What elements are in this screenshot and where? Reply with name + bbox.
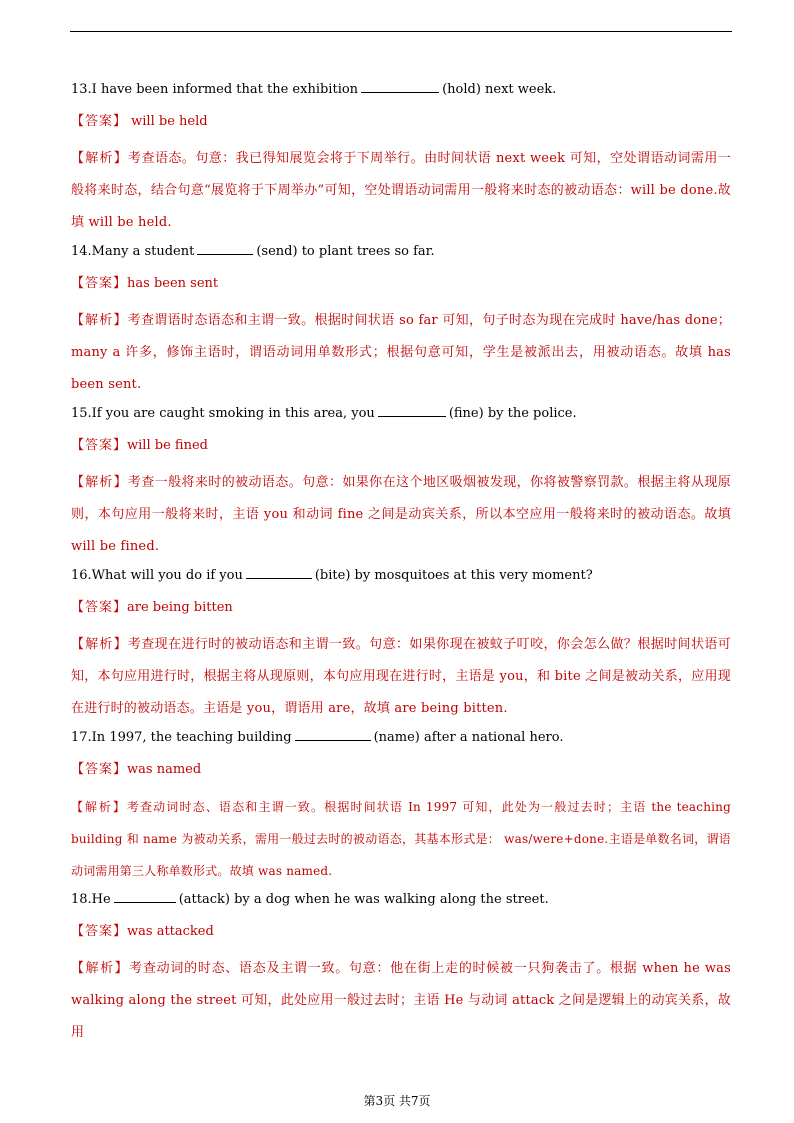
answer-tag: 【答案】 xyxy=(71,438,128,453)
question-text: (bite) by mosquitoes at this very moment? xyxy=(314,568,593,583)
question-text: (name) after a national hero. xyxy=(373,730,564,745)
analysis-tag: 【解析】 xyxy=(71,151,129,166)
analysis-text: 考查谓语时态语态和主谓一致。根据时间状语 so far 可知，句子时态为现在完成时 have/has done；many a 许多，修饰主语时，谓语动词用单数形式；根据句意可知，学生是被派出去，用被动语态。故填 has been sent. xyxy=(71,313,731,392)
question-block-17 xyxy=(71,727,731,887)
question-block-13 xyxy=(71,79,731,239)
answer-tag: 【答案】 xyxy=(71,276,128,291)
question-16 xyxy=(71,565,731,587)
analysis-15 xyxy=(71,467,731,563)
answer-text: was attacked xyxy=(127,924,214,939)
answer-text: has been sent xyxy=(127,276,219,291)
question-18 xyxy=(71,889,731,911)
answer-tag: 【答案】 xyxy=(71,600,128,615)
answer-blank xyxy=(295,728,371,741)
analysis-17 xyxy=(71,791,731,887)
analysis-tag: 【解析】 xyxy=(71,313,128,328)
question-text: (fine) by the police. xyxy=(448,406,577,421)
question-text: 18.He xyxy=(71,892,111,907)
analysis-text: 考查语态。句意：我已得知展览会将于下周举行。由时间状语 next week 可知，空处谓语动词需用一般将来时态，结合句意“展览将于下周举办”可知，空处谓语动词需用一般将来时态的被动语态：will be done.故填 will be held. xyxy=(71,151,731,230)
question-block-14 xyxy=(71,241,731,401)
document-body xyxy=(71,79,731,1051)
answer-tag: 【答案】 xyxy=(71,114,128,129)
question-text: 16.What will you do if you xyxy=(71,568,243,583)
answer-13 xyxy=(71,111,731,133)
question-block-15 xyxy=(71,403,731,563)
answer-15 xyxy=(71,435,731,457)
answer-blank xyxy=(197,242,253,255)
analysis-tag: 【解析】 xyxy=(71,475,128,490)
question-text: 14.Many a student xyxy=(71,244,195,259)
question-block-18 xyxy=(71,889,731,1049)
answer-blank xyxy=(246,566,312,579)
analysis-text: 考查一般将来时的被动语态。句意：如果你在这个地区吸烟被发现，你将被警察罚款。根据主将从现原则，本句应用一般将来时，主语 you 和动词 fine 之间是动宾关系，所以本空应用一般将来时的被动语态。故填 will be fined. xyxy=(71,475,731,554)
question-block-16 xyxy=(71,565,731,725)
answer-text: will be fined xyxy=(127,438,208,453)
question-14 xyxy=(71,241,731,263)
answer-blank xyxy=(361,80,439,93)
question-text: 17.In 1997, the teaching building xyxy=(71,730,292,745)
answer-blank xyxy=(378,404,446,417)
answer-blank xyxy=(114,890,176,903)
header-rule xyxy=(70,31,732,32)
question-13 xyxy=(71,79,731,101)
analysis-tag: 【解析】 xyxy=(71,800,127,814)
analysis-text: 考查动词时态、语态和主谓一致。根据时间状语 In 1997 可知，此处为一般过去时；主语 the teaching building 和 name 为被动关系，需用一般过去时的被动语态，其基本形式是： was/were+done.主语是单数名词，谓语动词需用第三人称单数形式。故填 was named. xyxy=(71,800,731,878)
question-text: (attack) by a dog when he was walking along the street. xyxy=(178,892,549,907)
answer-tag: 【答案】 xyxy=(71,924,128,939)
question-15 xyxy=(71,403,731,425)
answer-text: will be held xyxy=(127,114,208,129)
analysis-tag: 【解析】 xyxy=(71,637,128,652)
analysis-tag: 【解析】 xyxy=(71,961,130,976)
answer-tag: 【答案】 xyxy=(71,762,128,777)
answer-text: are being bitten xyxy=(127,600,233,615)
analysis-13 xyxy=(71,143,731,239)
question-text: 15.If you are caught smoking in this area, you xyxy=(71,406,375,421)
analysis-text: 考查动词的时态、语态及主谓一致。句意：他在街上走的时候被一只狗袭击了。根据 when he was walking along the street 可知，此处应用一般过去时；主语 He 与动词 attack 之间是逻辑上的动宾关系，故用 xyxy=(71,961,731,1040)
answer-18 xyxy=(71,921,731,943)
question-text: (send) to plant trees so far. xyxy=(256,244,435,259)
analysis-14 xyxy=(71,305,731,401)
page-footer: 第3页 共7页 xyxy=(363,1094,431,1108)
answer-14 xyxy=(71,273,731,295)
analysis-16 xyxy=(71,629,731,725)
answer-16 xyxy=(71,597,731,619)
question-text: (hold) next week. xyxy=(442,82,557,97)
answer-17 xyxy=(71,759,731,781)
analysis-18 xyxy=(71,953,731,1049)
analysis-text: 考查现在进行时的被动语态和主谓一致。句意：如果你现在被蚊子叮咬，你会怎么做？根据时间状语可知，本句应用进行时，根据主将从现原则，本句应用现在进行时，主语是 you，和 bite 之间是被动关系，应用现在进行时的被动语态。主语是 you，谓语用 are，故填 are being bitten. xyxy=(71,637,731,716)
answer-text: was named xyxy=(127,762,202,777)
question-text: 13.I have been informed that the exhibition xyxy=(71,82,359,97)
question-17 xyxy=(71,727,731,749)
